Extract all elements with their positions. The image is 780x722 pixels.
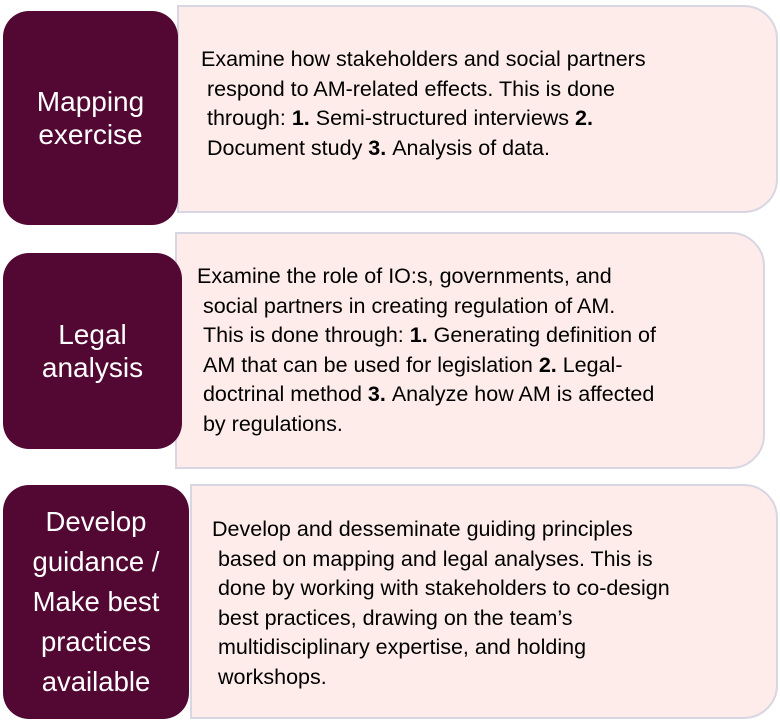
- step-3-label-line: Make best: [32, 586, 160, 617]
- description-line: [201, 75, 646, 105]
- description-line: [197, 262, 656, 292]
- step-number: 1.: [291, 106, 310, 130]
- description-line: [201, 45, 646, 75]
- step-3-label-box: [3, 485, 189, 719]
- description-line: [197, 292, 656, 322]
- step-3-label-line: guidance /: [32, 546, 160, 577]
- description-text: based on mapping and legal analyses. This is: [212, 546, 653, 571]
- description-line: [201, 134, 646, 164]
- description-line: [197, 380, 656, 410]
- step-1-label-line: exercise: [38, 119, 143, 150]
- step-1-description: [201, 45, 646, 163]
- description-text: best practices, drawing on the team’s: [212, 605, 573, 630]
- description-text: This is done through:: [197, 323, 410, 347]
- description-text: done by working with stakeholders to co-design: [212, 576, 670, 600]
- step-number: 1.: [409, 323, 428, 347]
- description-text: through:: [201, 106, 292, 130]
- step-number: 2.: [575, 106, 593, 130]
- description-line: [197, 351, 656, 381]
- description-text: respond to AM-related effects. This is done: [201, 76, 615, 101]
- description-text: by regulations.: [197, 411, 343, 436]
- description-line: [212, 515, 670, 545]
- description-text: multidisciplinary expertise, and holding: [212, 635, 587, 659]
- step-3-label-line: Develop: [45, 506, 147, 537]
- step-number: 3.: [367, 382, 386, 406]
- step-1-label-line: Mapping: [36, 86, 145, 117]
- description-line: [212, 633, 670, 663]
- step-3-description: [212, 515, 670, 692]
- step-3-label-line: practices: [40, 626, 152, 657]
- description-text: Legal-: [556, 352, 623, 377]
- step-1-label-box: [3, 11, 178, 225]
- description-text: Analysis of data.: [386, 135, 550, 160]
- description-text: Semi-structured interviews: [309, 106, 576, 130]
- step-2-description: [197, 262, 656, 439]
- description-text: AM that can be used for legislation: [197, 352, 539, 377]
- description-text: Generating definition of: [427, 323, 656, 347]
- step-3-label-line: available: [41, 666, 151, 697]
- step-number: 3.: [368, 135, 387, 160]
- step-2-label: [42, 318, 143, 384]
- description-text: Develop and desseminate guiding principles: [212, 517, 633, 541]
- step-3-label: [33, 502, 160, 702]
- description-text: Document study: [201, 135, 369, 160]
- step-2-label-line: Legal: [58, 319, 127, 350]
- description-line: [197, 321, 656, 351]
- description-text: doctrinal method: [197, 382, 368, 406]
- description-line: [212, 604, 670, 634]
- description-line: [212, 663, 670, 693]
- description-text: workshops.: [212, 664, 327, 689]
- step-number: 2.: [538, 352, 557, 377]
- step-1-label: [37, 85, 144, 151]
- step-2-label-line: analysis: [41, 352, 144, 383]
- description-line: [201, 104, 646, 134]
- description-line: [197, 410, 656, 440]
- description-text: Examine how stakeholders and social partners: [201, 47, 646, 71]
- step-2-label-box: [3, 253, 182, 449]
- description-text: Examine the role of IO:s, governments, and: [197, 264, 612, 288]
- description-line: [212, 574, 670, 604]
- description-line: [212, 545, 670, 575]
- description-text: Analyze how AM is affected: [385, 382, 655, 406]
- description-text: social partners in creating regulation of AM.: [197, 293, 616, 318]
